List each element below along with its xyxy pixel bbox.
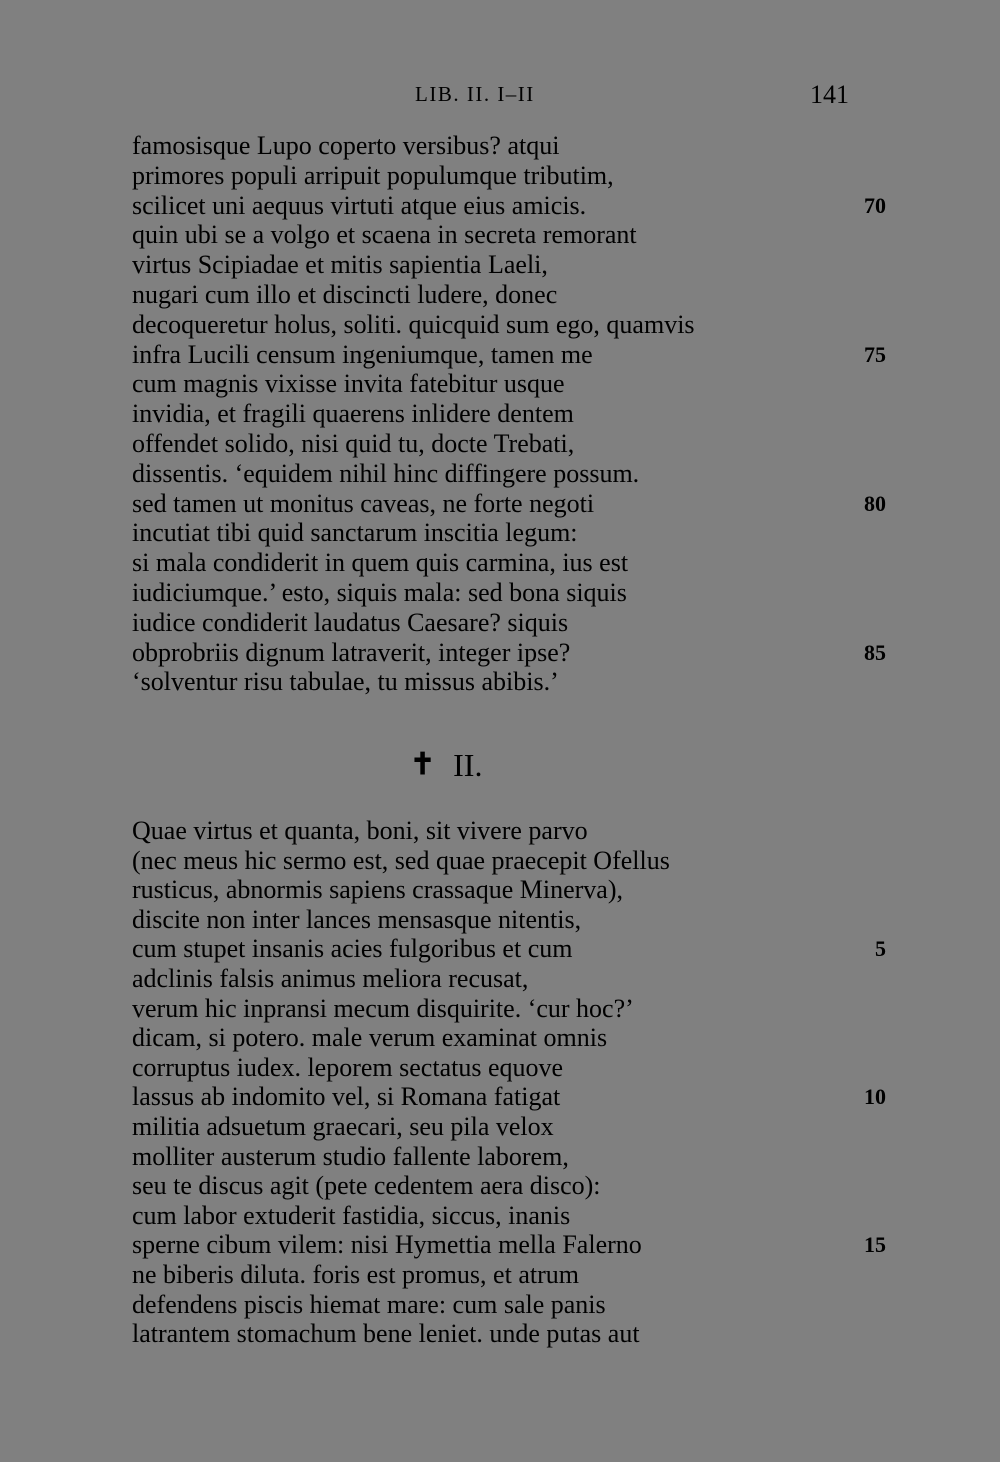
section-mark: ✝ [410, 748, 436, 781]
verse-line: incutiat tibi quid sanctarum inscitia legum: [132, 518, 578, 548]
line-number: 80 [864, 490, 886, 516]
verse-line: decoqueretur holus, soliti. quicquid sum ego, quamvis [132, 309, 695, 339]
section-title: II. [453, 747, 483, 783]
verse-line: si mala condiderit in quem quis carmina, ius est [132, 548, 629, 578]
verse-line: primores populi arripuit populumque tributim, [132, 160, 614, 190]
verse-line: dicam, si potero. male verum examinat omnis [132, 1023, 608, 1053]
verse-line: adclinis falsis animus meliora recusat, [132, 964, 529, 993]
verse-line: cum labor extuderit fastidia, siccus, inanis [132, 1200, 571, 1230]
verse-line: ne biberis diluta. foris est promus, et atrum [132, 1260, 579, 1289]
verse-line: molliter austerum studio fallente laborem, [132, 1141, 569, 1171]
verse-line: virtus Scipiadae et mitis sapientia Laeli, [132, 250, 548, 280]
line-number: 75 [864, 341, 886, 367]
verse-line: iudice condiderit laudatus Caesare? siquis [132, 607, 569, 637]
verse-line: offendet solido, nisi quid tu, docte Trebati, [132, 429, 575, 458]
verse-line: sperne cibum vilem: nisi Hymettia mella Falerno [132, 1230, 642, 1260]
verse-line: scilicet uni aequus virtuti atque eius amicis. [132, 190, 587, 220]
verse-line: dissentis. ‘equidem nihil hinc diffingere possum. [132, 458, 640, 488]
page-number: 141 [810, 80, 849, 109]
verse-line: sed tamen ut monitus caveas, ne forte negoti [132, 488, 595, 518]
section-heading [410, 745, 482, 785]
verse-line: famosisque Lupo coperto versibus? atqui [132, 131, 560, 160]
verse-line: Quae virtus et quanta, boni, sit vivere parvo [132, 816, 588, 845]
verse-line: defendens piscis hiemat mare: cum sale panis [132, 1289, 606, 1319]
verse-line: rusticus, abnormis sapiens crassaque Minerva), [132, 875, 623, 905]
satire-two-verses [132, 816, 886, 1349]
verse-line: discite non inter lances mensasque nitentis, [132, 904, 582, 934]
line-number: 5 [875, 936, 886, 962]
verse-line: quin ubi se a volgo et scaena in secreta remorant [132, 220, 637, 250]
satire-one-verses [132, 131, 886, 697]
verse-line: infra Lucili censum ingeniumque, tamen me [132, 339, 593, 369]
verse-line: invidia, et fragili quaerens inlidere dentem [132, 399, 574, 429]
verse-line: militia adsuetum graecari, seu pila velox [132, 1112, 554, 1141]
verse-line: obprobriis dignum latraverit, integer ipse? [132, 637, 571, 667]
verse-line: lassus ab indomito vel, si Romana fatigat [132, 1082, 561, 1112]
line-number: 10 [864, 1084, 886, 1110]
verse-line: verum hic inpransi mecum disquirite. ‘cur hoc?’ [132, 993, 634, 1023]
verse-line: ‘solventur risu tabulae, tu missus abibis.’ [132, 667, 559, 697]
line-number: 85 [864, 639, 886, 665]
running-head: LIB. II. I–II [415, 82, 535, 106]
verse-line: seu te discus agit (pete cedentem aera disco): [132, 1171, 601, 1201]
line-number: 70 [864, 192, 886, 218]
verse-line: iudiciumque.’ esto, siquis mala: sed bona siquis [132, 578, 627, 607]
verse-line: cum stupet insanis acies fulgoribus et cum [132, 934, 573, 964]
verse-line: cum magnis vixisse invita fatebitur usque [132, 369, 565, 399]
verse-line: (nec meus hic sermo est, sed quae praecepit Ofellus [132, 845, 670, 875]
verse-line: corruptus iudex. leporem sectatus equove [132, 1052, 564, 1082]
verse-line: nugari cum illo et discincti ludere, donec [132, 280, 558, 309]
verse-line: latrantem stomachum bene leniet. unde putas aut [132, 1319, 640, 1349]
line-number: 15 [864, 1232, 886, 1258]
